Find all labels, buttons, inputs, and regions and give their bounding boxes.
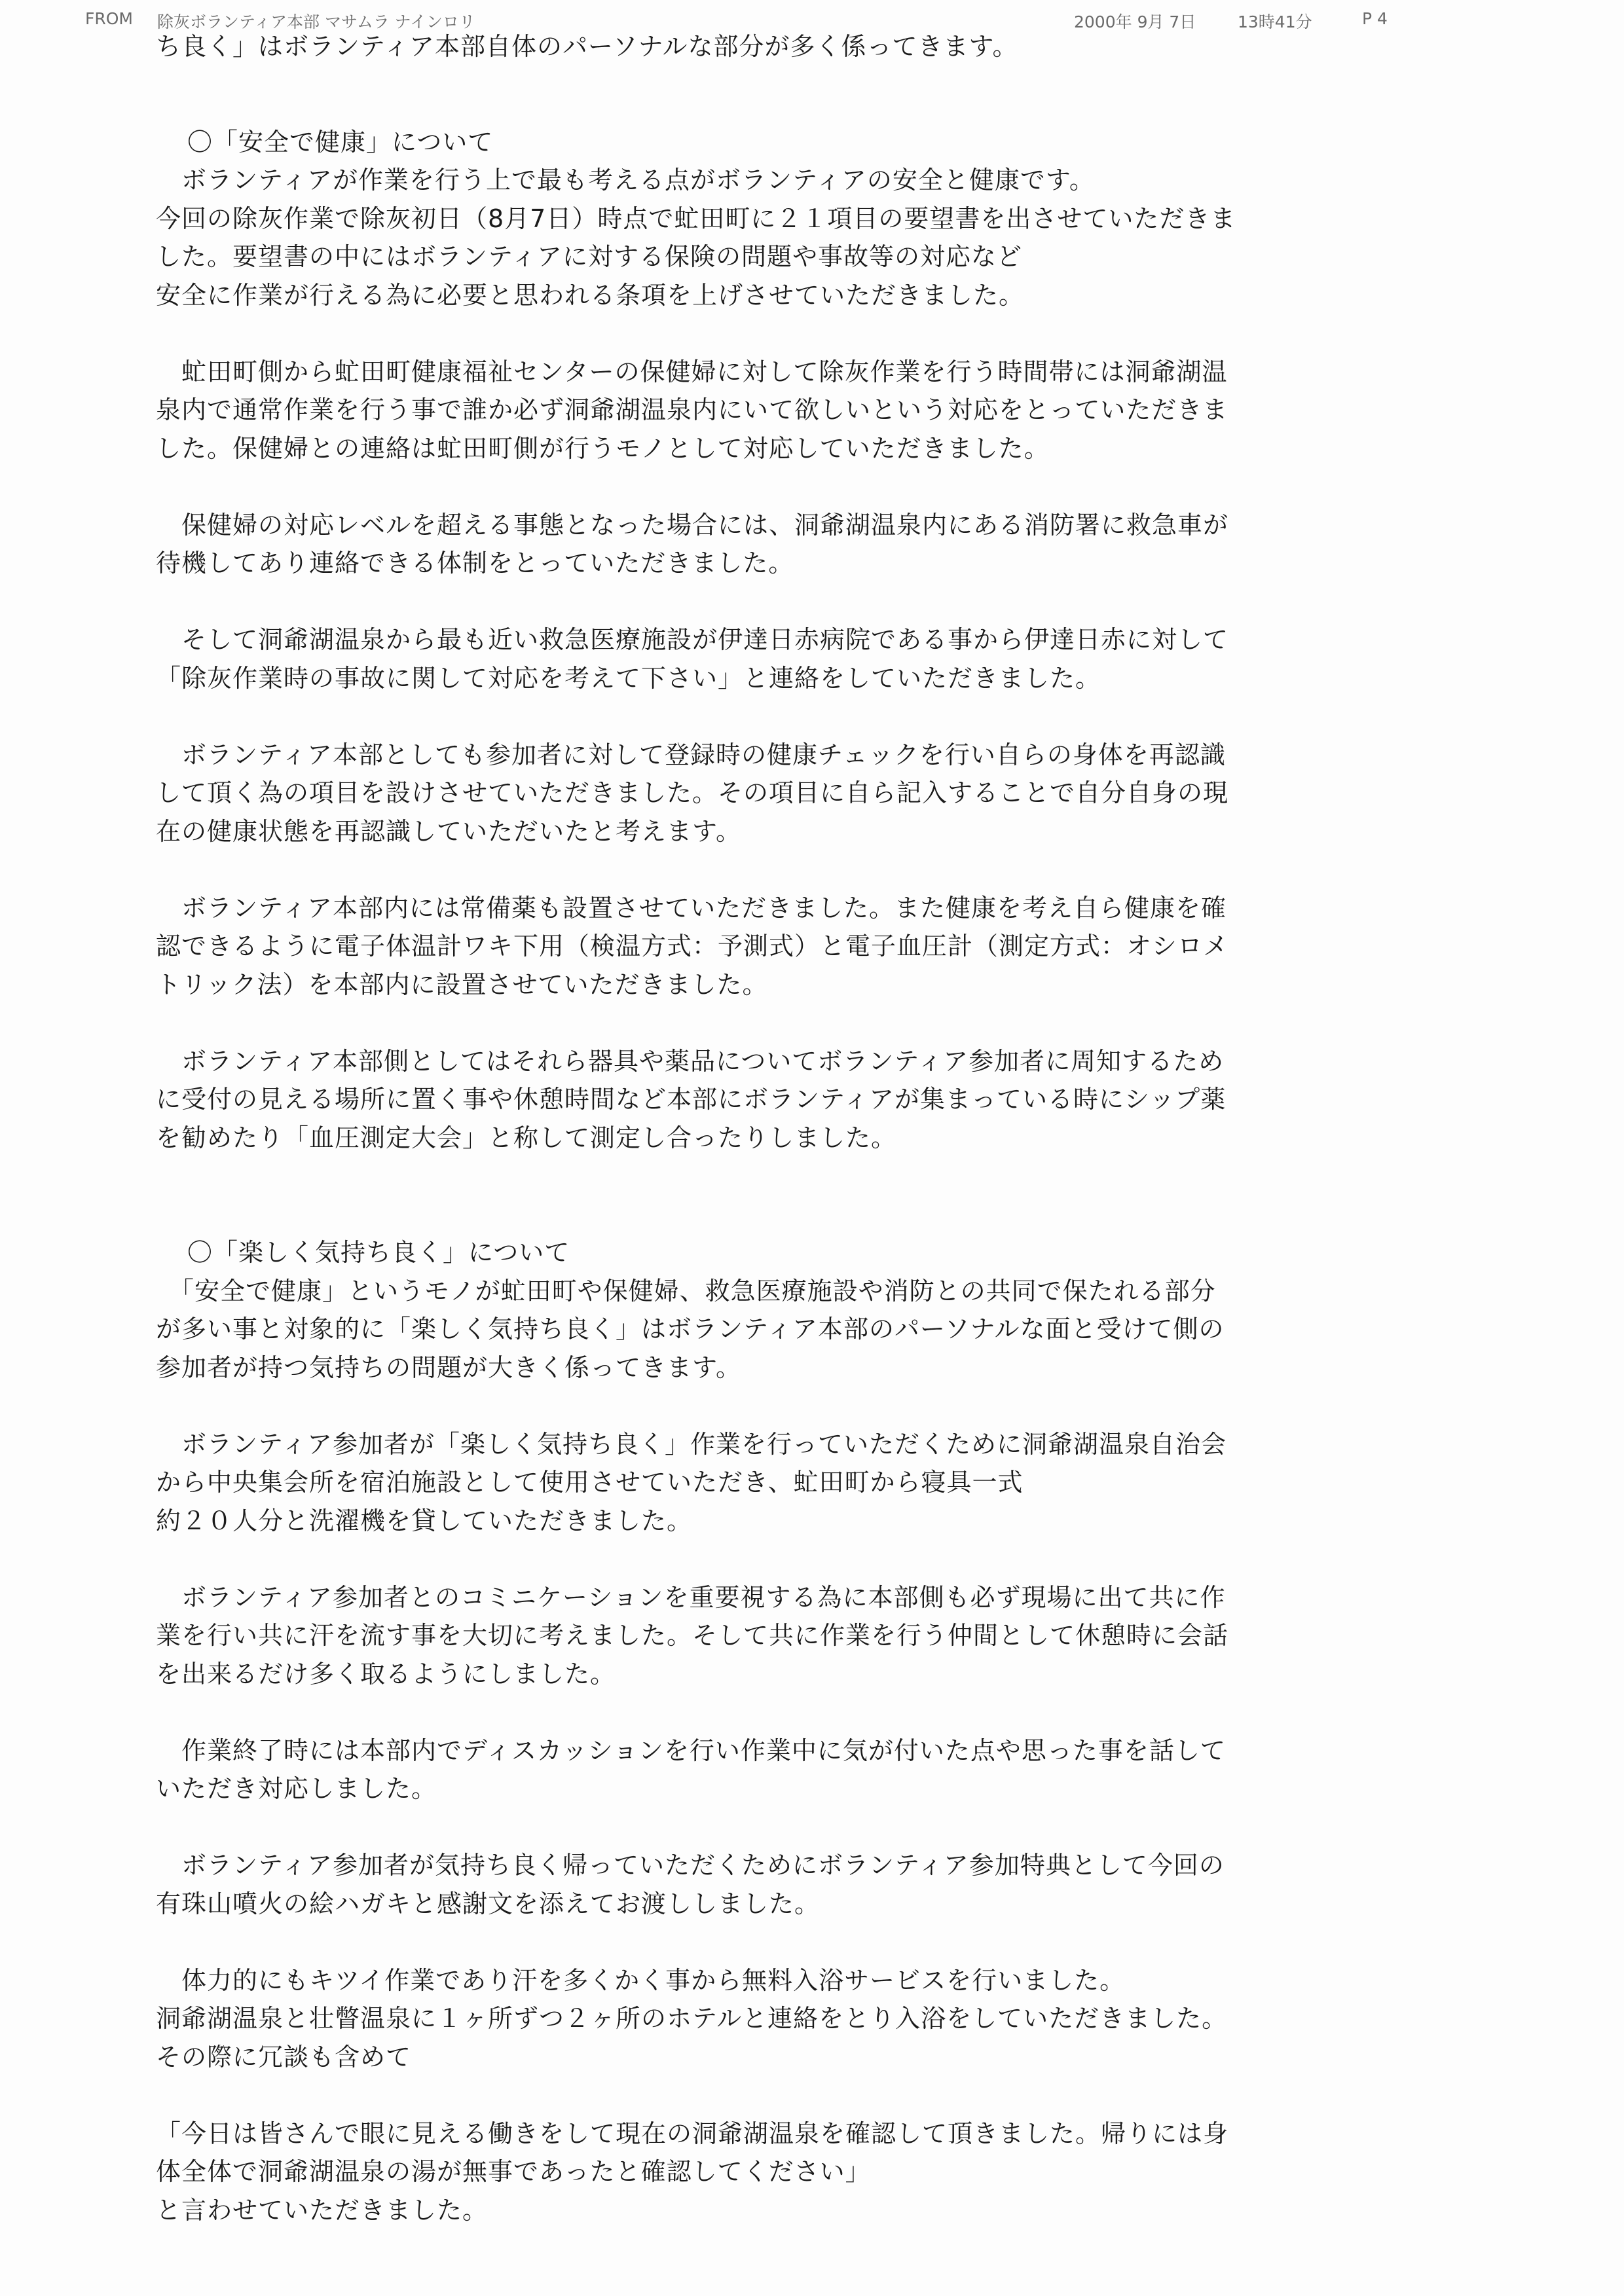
paragraph-line: ボランティア本部側としてはそれら器具や薬品についてボランティア参加者に周知するため	[156, 1046, 1225, 1076]
paragraph-line: いただき対応しました。	[156, 1774, 437, 1803]
paragraph-line: から中央集会所を宿泊施設として使用させていただき、虻田町から寝具一式	[156, 1468, 1024, 1497]
paragraph-line: 業を行い共に汗を流す事を大切に考えました。そして共に作業を行う仲間として休憩時に会話	[156, 1621, 1229, 1650]
document-body	[156, 27, 1354, 2229]
fax-date: 2000年 9月 7日	[1074, 12, 1196, 31]
paragraph-line: ボランティア参加者が気持ち良く帰っていただくためにボランティア参加特典として今回の	[156, 1851, 1225, 1880]
fax-page-number: P 4	[1362, 9, 1388, 28]
paragraph-line: ボランティア本部内には常備薬も設置させていただきました。また健康を考え自ら健康を確	[156, 893, 1227, 922]
paragraph-line: を勧めたり「血圧測定大会」と称して測定し合ったりしました。	[156, 1123, 897, 1152]
paragraph-line: 体全体で洞爺湖温泉の湯が無事であったと確認してください」	[156, 2157, 871, 2186]
fax-from-label: FROM	[85, 9, 133, 28]
paragraph-line: した。要望書の中にはボランティアに対する保険の問題や事故等の対応など	[156, 242, 1022, 271]
paragraph-line: そして洞爺湖温泉から最も近い救急医療施設が伊達日赤病院である事から伊達日赤に対して	[156, 625, 1229, 654]
paragraph-line: トリック法）を本部内に設置させていただきました。	[156, 970, 768, 999]
paragraph-line: 今回の除灰作業で除灰初日（8月7日）時点で虻田町に２１項目の要望書を出させていただきま	[156, 204, 1236, 233]
paragraph-line: 体力的にもキツイ作業であり汗を多くかく事から無料入浴サービスを行いました。	[156, 1965, 1126, 1995]
section-heading-enjoyment: 〇「楽しく気持ち良く」について	[187, 1238, 570, 1267]
paragraph-line: 約２０人分と洗濯機を貸していただきました。	[156, 1506, 693, 1535]
paragraph-line: に受付の見える場所に置く事や休憩時間など本部にボランティアが集まっている時にシップ薬	[156, 1085, 1227, 1114]
paragraph-line: 泉内で通常作業を行う事で誰か必ず洞爺湖温泉内にいて欲しいという対応をとっていただきま	[156, 395, 1228, 424]
paragraph-line: して頂く為の項目を設けさせていただきました。その項目に自ら記入することで自分自身の現	[156, 778, 1229, 807]
paragraph-line: 安全に作業が行える為に必要と思われる条項を上げさせていただきました。	[156, 280, 1025, 310]
paragraph-line: ボランティア本部としても参加者に対して登録時の健康チェックを行い自らの身体を再認識	[156, 740, 1226, 769]
paragraph-line: 参加者が持つ気持ちの問題が大きく係ってきます。	[156, 1353, 741, 1382]
paragraph-line: 虻田町側から虻田町健康福祉センターの保健婦に対して除灰作業を行う時間帯には洞爺湖温	[156, 357, 1228, 386]
paragraph-line: その際に冗談も含めて	[156, 2042, 412, 2071]
paragraph-line: 洞爺湖温泉と壮瞥温泉に１ヶ所ずつ２ヶ所のホテルと連絡をとり入浴をしていただきました。	[156, 2004, 1228, 2033]
section-heading-safety: 〇「安全で健康」について	[187, 127, 494, 156]
paragraph-line: 「安全で健康」というモノが虻田町や保健婦、救急医療施設や消防との共同で保たれる部分	[156, 1276, 1216, 1305]
intro-line: ち良く」はボランティア本部自体のパーソナルな部分が多く係ってきます。	[156, 32, 1018, 61]
paragraph-line: 保健婦の対応レベルを超える事態となった場合には、洞爺湖温泉内にある消防署に救急車が	[156, 510, 1229, 539]
paragraph-line: ボランティア参加者とのコミニケーションを重要視する為に本部側も必ず現場に出て共に作	[156, 1582, 1226, 1612]
paragraph-line: 認できるように電子体温計ワキ下用（検温方式：予測式）と電子血圧計（測定方式：オシロメ	[156, 932, 1229, 960]
paragraph-line: ボランティア参加者が「楽しく気持ち良く」作業を行っていただくために洞爺湖温泉自治会	[156, 1429, 1227, 1459]
paragraph-line: 有珠山噴火の絵ハガキと感謝文を添えてお渡ししました。	[156, 1889, 821, 1918]
fax-time: 13時41分	[1238, 12, 1312, 31]
paragraph-line: ボランティアが作業を行う上で最も考える点がボランティアの安全と健康です。	[156, 166, 1095, 194]
paragraph-line: 在の健康状態を再認識していただいたと考えます。	[156, 816, 741, 846]
paragraph-line: が多い事と対象的に「楽しく気持ち良く」はボランティア本部のパーソナルな面と受けて側の	[156, 1315, 1225, 1343]
paragraph-line: した。保健婦との連絡は虻田町側が行うモノとして対応していただきました。	[156, 433, 1050, 463]
paragraph-line: 待機してあり連絡できる体制をとっていただきました。	[156, 549, 794, 577]
paragraph-line: 「除灰作業時の事故に関して対応を考えて下さい」と連絡をしていただきました。	[156, 663, 1101, 693]
fax-sender: 除灰ボランティア本部 マサムラ ナインロリ	[157, 12, 475, 31]
paragraph-line: 「今日は皆さんで眼に見える働きをして現在の洞爺湖温泉を確認して頂きました。帰りには身	[156, 2119, 1229, 2148]
paragraph-line: 作業終了時には本部内でディスカッションを行い作業中に気が付いた点や思った事を話して	[156, 1736, 1226, 1765]
paragraph-line: と言わせていただきました。	[156, 2195, 489, 2225]
paragraph-line: を出来るだけ多く取るようにしました。	[156, 1659, 616, 1688]
